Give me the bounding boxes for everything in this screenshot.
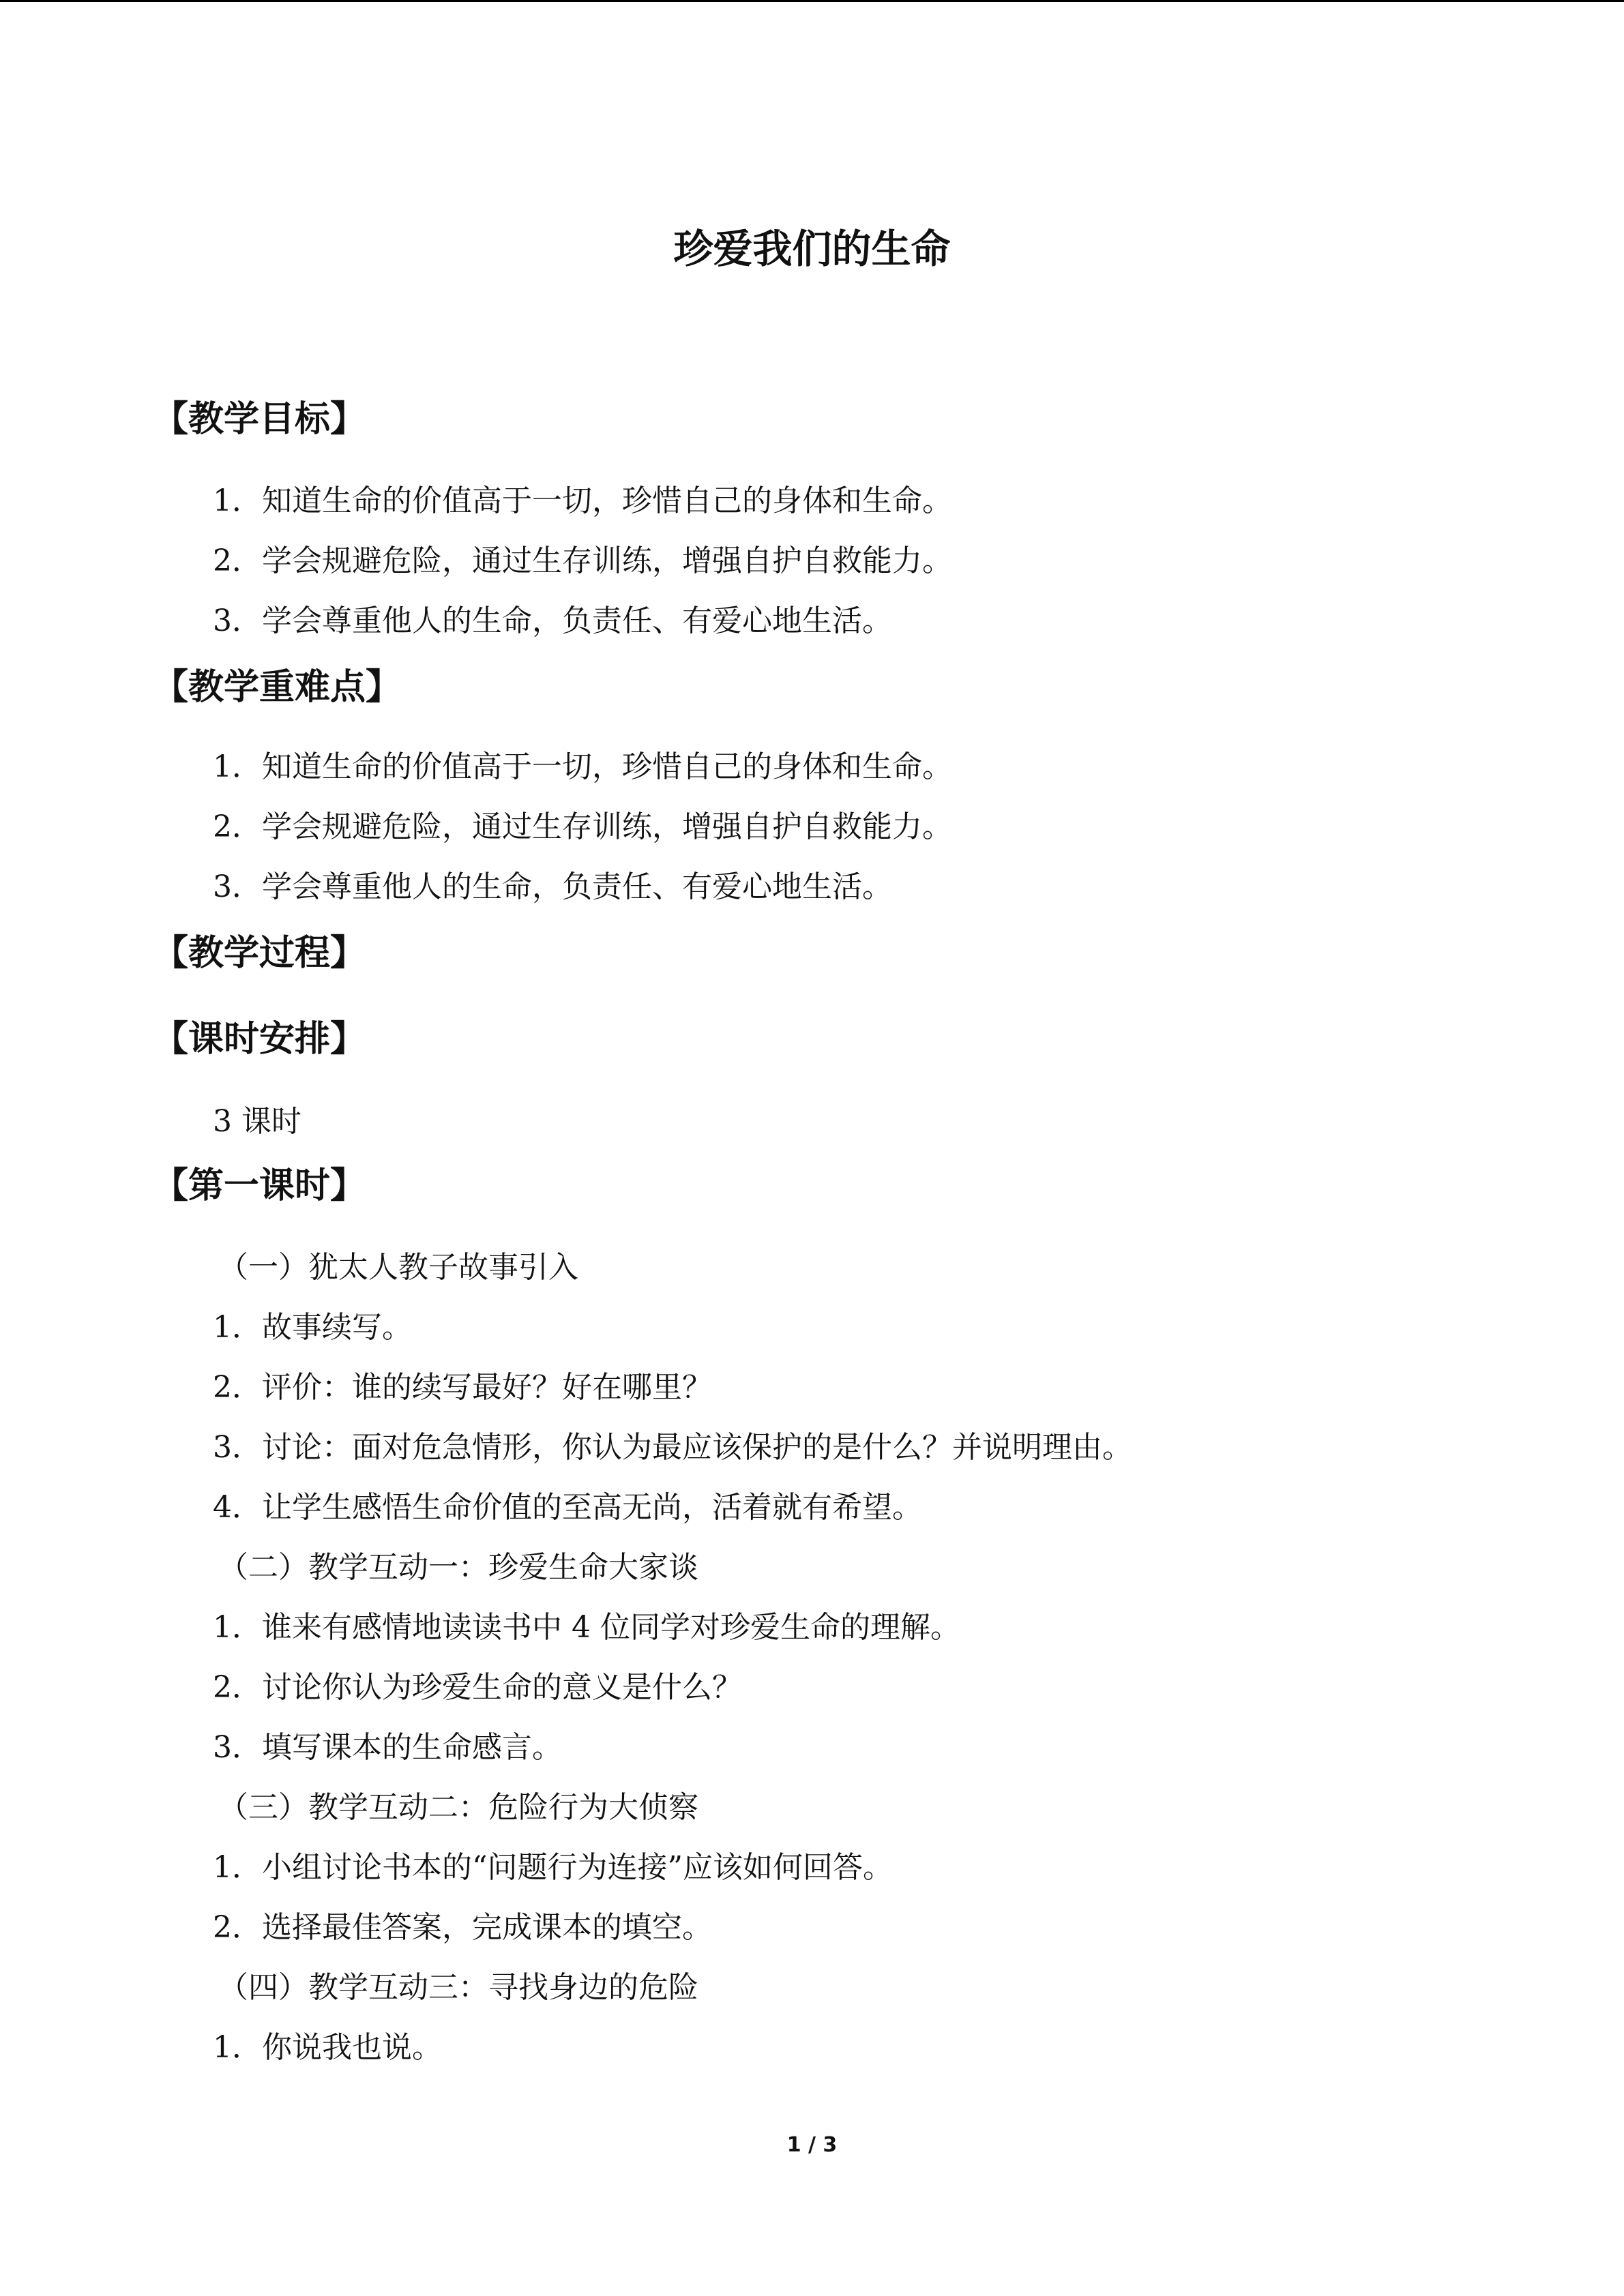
lesson1-line: 1．你说我也说。	[213, 2030, 442, 2065]
lesson1-line: （一）犹太人教子故事引入	[218, 1250, 578, 1285]
heading-key-points: 【教学重难点】	[153, 667, 402, 708]
lesson1-line: 2．选择最佳答案，完成课本的填空。	[213, 1910, 712, 1945]
keypoint-item-3: 3．学会尊重他人的生命，负责任、有爱心地生活。	[213, 869, 892, 904]
page-number: 1 / 3	[786, 2133, 838, 2157]
lesson1-line: 1．故事续写。	[213, 1310, 412, 1345]
heading-teaching-goals: 【教学目标】	[153, 399, 366, 440]
schedule-text: 3 课时	[213, 1104, 301, 1139]
page-top-border	[0, 0, 1624, 2]
lesson1-line: 1．谁来有感情地读读书中 4 位同学对珍爱生命的理解。	[213, 1610, 960, 1645]
lesson1-line: 3．讨论：面对危急情形，你认为最应该保护的是什么？并说明理由。	[213, 1430, 1132, 1465]
lesson1-line: （三）教学互动二：危险行为大侦察	[218, 1790, 698, 1825]
goal-item-2: 2．学会规避危险，通过生存训练，增强自护自救能力。	[213, 543, 952, 578]
lesson1-line: 1．小组讨论书本的“问题行为连接”应该如何回答。	[213, 1850, 893, 1885]
document-title: 珍爱我们的生命	[673, 226, 951, 272]
heading-lesson-one: 【第一课时】	[153, 1165, 366, 1206]
goal-item-1: 1．知道生命的价值高于一切，珍惜自己的身体和生命。	[213, 483, 952, 518]
lesson1-line: 2．评价：谁的续写最好？好在哪里？	[213, 1370, 712, 1405]
lesson1-line: 4．让学生感悟生命价值的至高无尚，活着就有希望。	[213, 1490, 922, 1525]
lesson1-line: 2．讨论你认为珍爱生命的意义是什么？	[213, 1670, 742, 1705]
keypoint-item-2: 2．学会规避危险，通过生存训练，增强自护自救能力。	[213, 809, 952, 844]
keypoint-item-1: 1．知道生命的价值高于一切，珍惜自己的身体和生命。	[213, 749, 952, 784]
lesson1-line: （二）教学互动一：珍爱生命大家谈	[218, 1550, 698, 1585]
heading-schedule: 【课时安排】	[153, 1019, 366, 1060]
heading-teaching-process: 【教学过程】	[153, 933, 366, 974]
lesson1-line: （四）教学互动三：寻找身边的危险	[218, 1970, 698, 2005]
goal-item-3: 3．学会尊重他人的生命，负责任、有爱心地生活。	[213, 603, 892, 638]
lesson1-line: 3．填写课本的生命感言。	[213, 1730, 562, 1765]
